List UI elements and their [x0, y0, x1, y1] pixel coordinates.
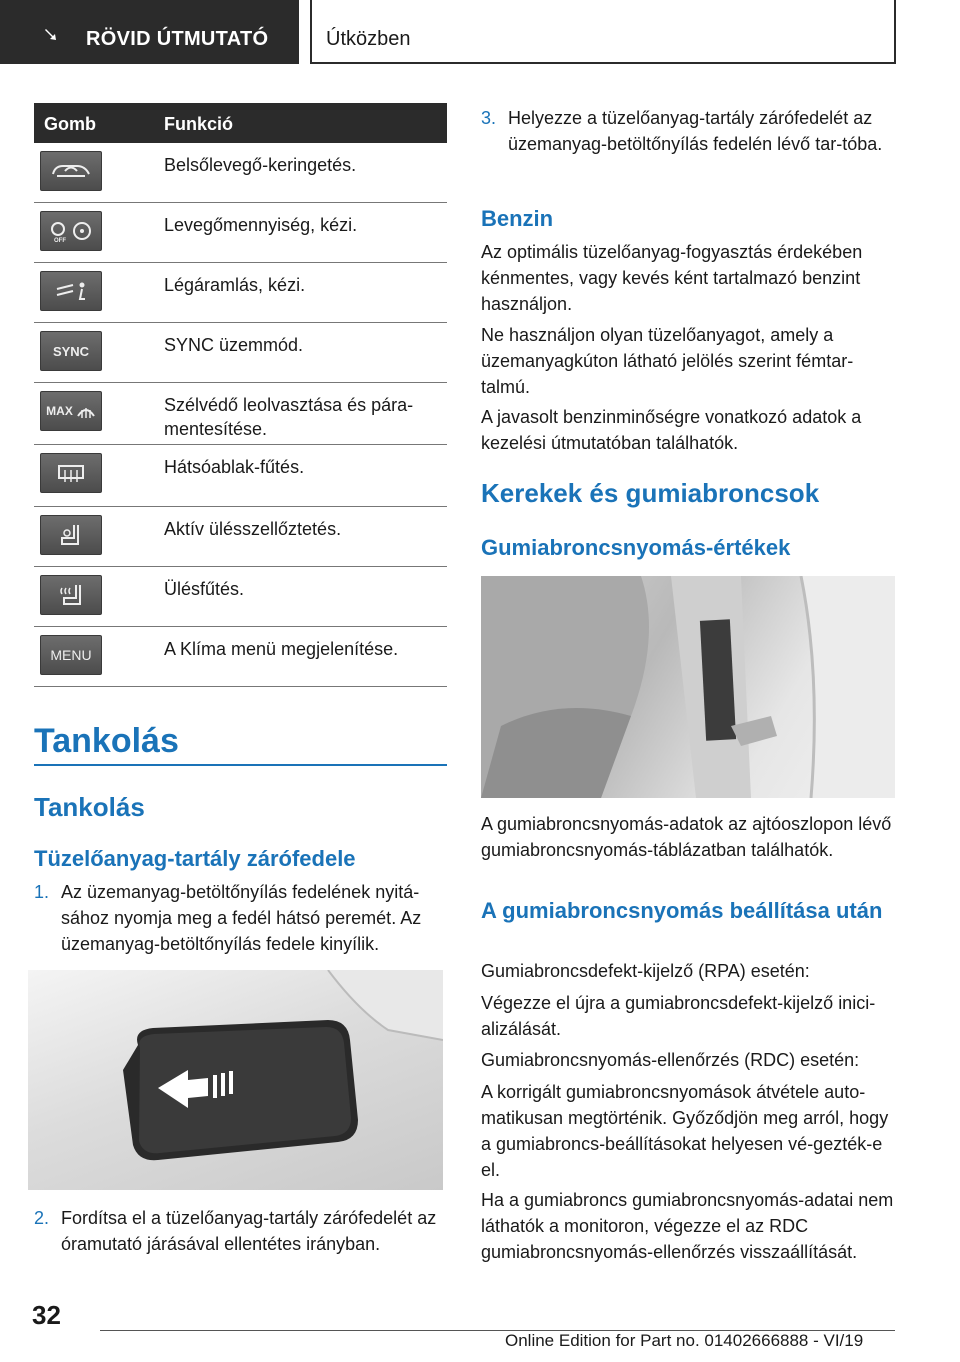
- benzin-heading: Benzin: [481, 206, 554, 231]
- table-row: [34, 323, 447, 383]
- max-defrost-icon: MAX: [40, 391, 102, 431]
- section-heading: Tankolás: [34, 792, 145, 822]
- subsection-heading: Tüzelőanyag-tartály zárófedele: [34, 846, 356, 871]
- table-row: [34, 567, 447, 627]
- function-text: Belsőlevegő-keringetés.: [164, 155, 357, 175]
- page-number: 32: [32, 1300, 61, 1330]
- pressure-heading: Gumiabroncsnyomás-értékek: [481, 535, 791, 560]
- function-text: Légáramlás, kézi.: [164, 275, 306, 295]
- col-button-header: Gomb: [44, 114, 96, 134]
- function-text: Hátsóablak-fűtés.: [164, 457, 305, 477]
- step-number: 1.: [34, 882, 50, 902]
- table-row: [34, 445, 447, 507]
- section-title-box: [310, 0, 896, 64]
- function-text: Aktív ülésszellőztetés.: [164, 519, 342, 539]
- paragraph: Az optimális tüzelőanyag-fogyasztás érdekében kénmentes, vagy kevés ként tartalmazó benzint használjon.: [481, 242, 863, 314]
- step-text: Az üzemanyag-betöltőnyílás fedelének nyitá-sához nyomja meg a fedél hátsó peremét. Az üzemanyag-betöltőnyílás fedele kinyílik.: [61, 882, 422, 954]
- section-tab-label: RÖVID ÚTMUTATÓ: [86, 28, 269, 50]
- step-text: Fordítsa el a tüzelőanyag-tartály zárófedelét az óramutató járásával ellentétes irányban.: [61, 1208, 437, 1254]
- table-row: [34, 383, 447, 445]
- step-number: 3.: [481, 108, 497, 128]
- rear-defrost-icon: [40, 453, 102, 493]
- fan-icon: [40, 211, 102, 251]
- fuel-flap-photo: [28, 970, 443, 1190]
- edition-text: Online Edition for Part no. 01402666888 - VI/19: [505, 1331, 864, 1350]
- paragraph: A javasolt benzinminőségre vonatkozó adatok a kezelési útmutatóban találhatók.: [481, 407, 862, 453]
- svg-text:OFF: OFF: [54, 238, 66, 244]
- section-tab: [0, 0, 299, 64]
- sync-icon: SYNC: [40, 331, 102, 371]
- function-text: Szélvédő leolvasztása és pára-mentesítése.: [164, 395, 414, 439]
- car-arrow-icon: [44, 28, 64, 42]
- control-table: [34, 103, 447, 687]
- paragraph: Gumiabroncsdefekt-kijelző (RPA) esetén:: [481, 961, 810, 981]
- paragraph: A korrigált gumiabroncsnyomások átvétele auto-matikusan megtörténik. Győződjön meg arról, hogy a gumiabroncs-beállításokat helyesen vé-gezték-e el.: [481, 1082, 889, 1180]
- paragraph: Végezze el újra a gumiabroncsdefekt-kijelző inici-alizálását.: [481, 993, 876, 1039]
- door-pillar-photo: [481, 576, 895, 798]
- function-text: SYNC üzemmód.: [164, 335, 304, 355]
- menu-icon: MENU: [40, 635, 102, 675]
- step-number: 2.: [34, 1208, 50, 1228]
- seat-ventilation-icon: [40, 515, 102, 555]
- table-row: [34, 143, 447, 203]
- chapter-rule: [34, 764, 447, 766]
- paragraph: Gumiabroncsnyomás-ellenőrzés (RDC) esetén:: [481, 1050, 860, 1070]
- table-row: [34, 507, 447, 567]
- wheels-heading: Kerekek és gumiabroncsok: [481, 478, 820, 508]
- function-text: A Klíma menü megjelenítése.: [164, 639, 399, 659]
- table-row: [34, 263, 447, 323]
- function-text: Levegőmennyiség, kézi.: [164, 215, 358, 235]
- chapter-heading: Tankolás: [34, 722, 179, 760]
- seat-heating-icon: [40, 575, 102, 615]
- recirculation-icon: [40, 151, 102, 191]
- function-text: Ülésfűtés.: [164, 579, 245, 599]
- section-title: Útközben: [326, 28, 411, 50]
- step-text: Helyezze a tüzelőanyag-tartály zárófedelét az üzemanyag-betöltőnyílás fedelén lévő tar-tóba.: [508, 108, 883, 154]
- airflow-icon: [40, 271, 102, 311]
- paragraph: Ne használjon olyan tüzelőanyagot, amely a üzemanyagkúton látható jelölés szerint fémtar-talmú.: [481, 325, 854, 397]
- table-row: [34, 627, 447, 687]
- table-header: [34, 103, 447, 143]
- table-row: [34, 203, 447, 263]
- col-function-header: Funkció: [164, 114, 234, 134]
- after-heading: A gumiabroncsnyomás beállítása után: [481, 898, 883, 923]
- photo-caption: A gumiabroncsnyomás-adatok az ajtóoszlopon lévő gumiabroncsnyomás-táblázatban találhatók.: [481, 814, 892, 860]
- paragraph: Ha a gumiabroncs gumiabroncsnyomás-adatai nem láthatók a monitoron, végezze el az RDC gumiabroncsnyomás-ellenőrzés visszaállítását.: [481, 1190, 894, 1262]
